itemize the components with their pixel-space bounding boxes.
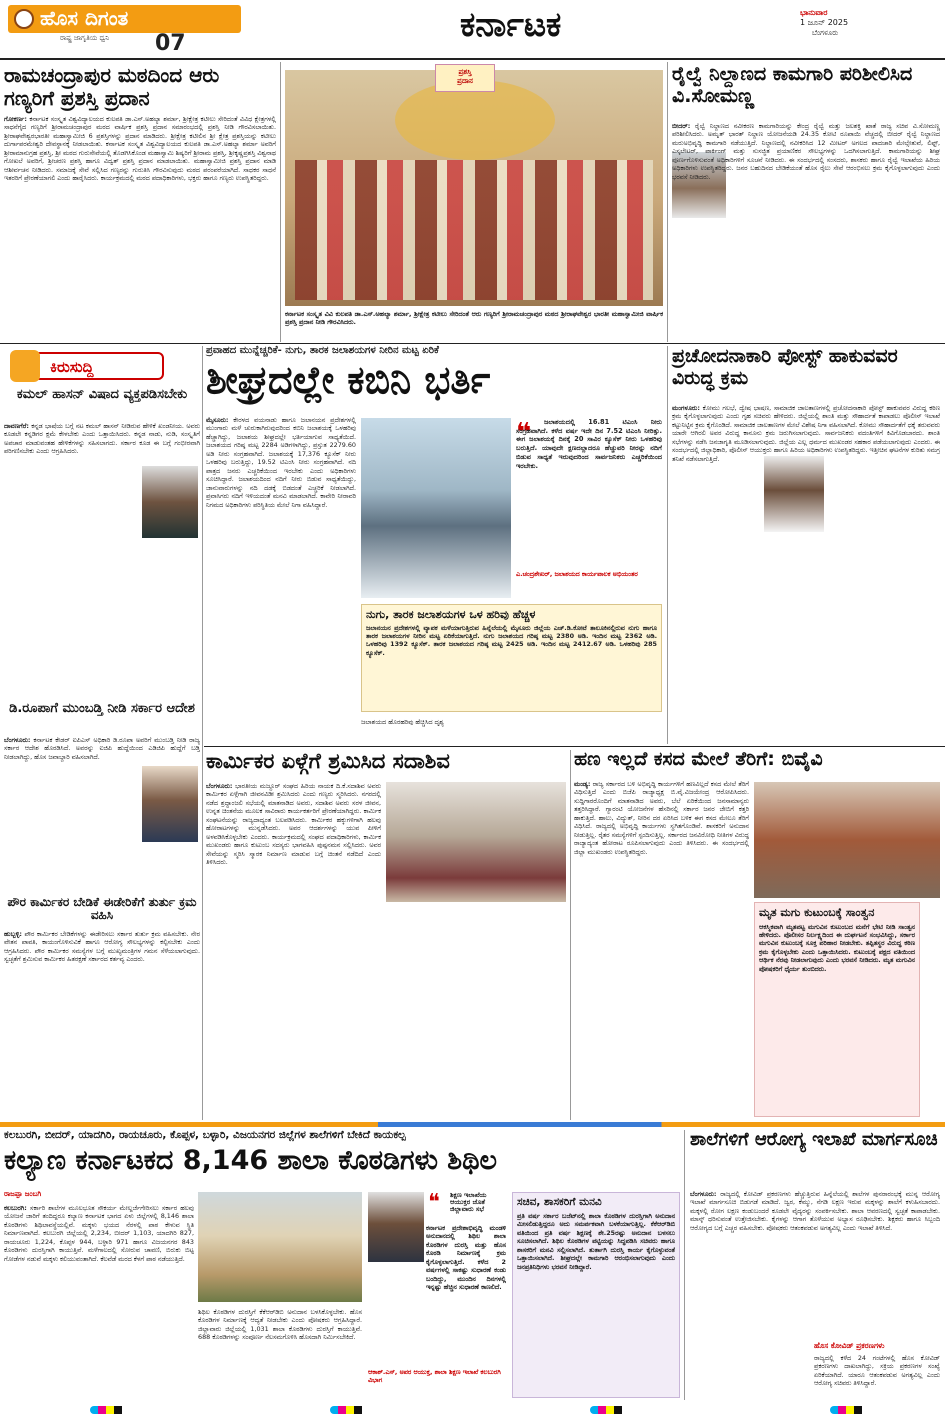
quote-box — [516, 418, 662, 598]
box-body: ಜಲಾನಯನ ಪ್ರದೇಶಗಳಲ್ಲಿ ವ್ಯಾಪಕ ಮಳೆಯಾಗುತ್ತಿರುವ ಹಿನ್ನೆಲೆಯಲ್ಲಿ ಮೈಸೂರು ಜಿಲ್ಲೆಯ ಎಚ್.ಡಿ.ಕೋಟೆ ತಾಲೂಕಿನಲ್ಲಿರುವ ನುಗು ಹಾಗೂ ತಾರಕ ಜಲಾಶಯಗಳ ನೀರಿನ ಮಟ್ಟ ಏರಿಕೆಯಾಗುತ್ತಿದೆ. ನುಗು ಜಲಾಶಯದ ಗರಿಷ್ಠ ಮಟ್ಟ 2380 ಅಡಿ. ಇಂದಿನ ಮಟ್ಟ 2362 ಅಡಿ. ಒಳಹರಿವು 1392 ಕ್ಯೂಸೆಕ್. ತಾರಕ ಜಲಾಶಯದ ಗರಿಷ್ಠ ಮಟ್ಟ 2425 ಅಡಿ. ಇಂದಿನ ಮಟ್ಟ 2412.67 ಅಡಿ. ಒಳಹರಿವು 285 ಕ್ಯೂಸೆಕ್. — [366, 623, 657, 657]
award-badge: ಪ್ರಶಸ್ತಿ ಪ್ರದಾನ — [435, 64, 495, 92]
story-provocative-post — [672, 346, 940, 744]
article-body: ಕಲಬುರಗಿ: ಸರ್ಕಾರಿ ಶಾಲೆಗಳ ಮೂಲಭೂತ ಸೌಕರ್ಯ ಮೇಲ್ದರ್ಜೆಗೇರಿಸಲು ಸರ್ಕಾರ ಹಲವು ಯೋಜನೆ ಜಾರಿಗೆ ತಂದಿದ್ದರೂ ಕಲ್ಯಾಣ ಕರ್ನಾಟಕ ಭಾಗದ ಏಳು ಜಿಲ್ಲೆಗಳಲ್ಲಿ 8,146 ಶಾಲಾ ಕೊಠಡಿಗಳು ಶಿಥಿಲಾವಸ್ಥೆಯಲ್ಲಿವೆ. ಮಕ್ಕಳು ಭಯದ ನೆರಳಲ್ಲಿ ಪಾಠ ಕೇಳುವ ಸ್ಥಿತಿ ನಿರ್ಮಾಣವಾಗಿದೆ. ಕಲಬುರಗಿ ಜಿಲ್ಲೆಯಲ್ಲಿ 2,234, ಬೀದರ್ 1,103, ಯಾದಗಿರಿ 827, ರಾಯಚೂರು 1,224, ಕೊಪ್ಪಳ 944, ಬಳ್ಳಾರಿ 971 ಹಾಗೂ ವಿಜಯನಗರ 843 ಕೊಠಡಿಗಳು ದುರಸ್ತಿಗಾಗಿ ಕಾಯುತ್ತಿವೆ. ಮಳೆಗಾಲದಲ್ಲಿ ಸೋರುವ ಚಾವಣಿ, ಬಿರುಕು ಬಿಟ್ಟ ಗೋಡೆಗಳ ನಡುವೆ ಮಕ್ಕಳು ಕಲಿಯುವಂತಾಗಿದೆ. ಕೆಲವೆಡೆ ಮರದ ಕೆಳಗೆ ಪಾಠ ನಡೆಯುತ್ತಿದೆ. — [4, 1204, 194, 1263]
people-row — [295, 160, 653, 300]
story-mutt-awards — [4, 64, 276, 336]
edition-date — [800, 8, 940, 38]
story-garbage-tax — [574, 750, 940, 1120]
headline: ರಾಮಚಂದ್ರಾಪುರ ಮಠದಿಂದ ಆರು ಗಣ್ಯರಿಗೆ ಪ್ರಶಸ್ತಿ ಪ್ರದಾನ — [4, 63, 220, 110]
story-sadashiva — [206, 750, 566, 1120]
article-body: ಬೆಂಗಳೂರು: ರಾಜ್ಯದಲ್ಲಿ ಕೋವಿಡ್ ಪ್ರಕರಣಗಳು ಹೆಚ್ಚುತ್ತಿರುವ ಹಿನ್ನೆಲೆಯಲ್ಲಿ ಶಾಲೆಗಳ ಪುನರಾರಂಭಕ್ಕೆ ಮುನ್ನ ಆರೋಗ್ಯ ಇಲಾಖೆ ಮಾರ್ಗಸೂಚಿ ಬಿಡುಗಡೆ ಮಾಡಿದೆ. ಜ್ವರ, ಕೆಮ್ಮು, ನೆಗಡಿ ಲಕ್ಷಣ ಇರುವ ಮಕ್ಕಳನ್ನು ಶಾಲೆಗೆ ಕಳುಹಿಸಬಾರದು. ಮಕ್ಕಳಲ್ಲಿ ರೋಗ ಲಕ್ಷಣ ಕಂಡುಬಂದರೆ ಕೂಡಲೇ ವೈದ್ಯರನ್ನು ಸಂಪರ್ಕಿಸಬೇಕು. ಶಾಲಾ ಆವರಣದಲ್ಲಿ ಸ್ವಚ್ಛತೆ ಕಾಪಾಡಬೇಕು. ಮಾಸ್ಕ್ ಧರಿಸುವಂತೆ ಉತ್ತೇಜಿಸಬೇಕು. ಕೈಗಳನ್ನು ಆಗಾಗ ತೊಳೆಯುವ ಅಭ್ಯಾಸ ರೂಢಿಸಬೇಕು. ಶಿಕ್ಷಕರು ಹಾಗೂ ಸಿಬ್ಬಂದಿ ಆರೋಗ್ಯದ ಬಗ್ಗೆ ಎಚ್ಚರ ವಹಿಸಬೇಕು. ಪೋಷಕರು ಆತಂಕಪಡುವ ಅಗತ್ಯವಿಲ್ಲ ಎಂದು ಇಲಾಖೆ ತಿಳಿಸಿದೆ. — [690, 1190, 940, 1232]
item1-headline: ಕಮಲ್ ಹಾಸನ್ ವಿಷಾದ ವ್ಯಕ್ತಪಡಿಸಬೇಕು — [16, 387, 188, 402]
article-body-2: ಶಿಥಿಲ ಕೊಠಡಿಗಳ ದುರಸ್ತಿಗೆ ಕೆಕೆಆರ್‌ಡಿಬಿ ಅನುದಾನ ಬಳಸಿಕೊಳ್ಳಬೇಕು. ಹೊಸ ಕೊಠಡಿಗಳ ನಿರ್ಮಾಣಕ್ಕೆ ಆದ್ಯತೆ ನೀಡಬೇಕು ಎಂದು ಪೋಷಕರು ಆಗ್ರಹಿಸಿದ್ದಾರೆ. ಜಿಲ್ಲಾವಾರು ಜಿಲ್ಲೆಯಲ್ಲಿ 1,031 ಶಾಲಾ ಕೊಠಡಿಗಳು ದುರಸ್ತಿಗೆ ಕಾಯುತ್ತಿವೆ. 688 ಕೊಠಡಿಗಳನ್ನು ಸಂಪೂರ್ಣ ನೆಲಸಮಗೊಳಿಸಿ ಹೊಸದಾಗಿ ನಿರ್ಮಿಸಬೇಕಿದೆ. — [198, 1308, 362, 1342]
kirusuddi-column — [4, 346, 200, 1120]
section-title: ಕರ್ನಾಟಕ — [460, 5, 562, 45]
quote-text: ಜಲಾಶಯದಲ್ಲಿ 16.81 ಟಿಎಂಸಿ ನೀರು ಸಂಗ್ರಹವಾಗಿದೆ. ಕಳೆದ ವರ್ಷ ಇದೇ ದಿನ 7.52 ಟಿಎಂಸಿ ನೀರಿತ್ತು. ಈಗ ಜಲಾಶಯಕ್ಕೆ ದಿನಕ್ಕೆ 20 ಸಾವಿರ ಕ್ಯೂಸೆಕ್ ನೀರು ಒಳಹರಿವು ಬರುತ್ತಿದೆ. ಯಾವುದೇ ಕ್ಷಣದಲ್ಲಾದರೂ ಹೆಚ್ಚುವರಿ ನೀರನ್ನು ನದಿಗೆ ಬಿಡುವ ಸಾಧ್ಯತೆ ಇರುವುದರಿಂದ ಸಾರ್ವಜನಿಕರು ಎಚ್ಚರಿಕೆಯಿಂದ ಇರಬೇಕು. — [516, 418, 662, 470]
appeal-box — [512, 1192, 680, 1398]
event-photo — [754, 782, 940, 898]
day-label: ಭಾನುವಾರ — [800, 8, 828, 17]
city-label: ಬೆಂಗಳೂರು — [812, 28, 839, 37]
kicker: ಪ್ರವಾಹದ ಮುನ್ನೆಚ್ಚರಿಕೆ- ನುಗು, ತಾರಕ ಜಲಾಶಯಗಳ ನೀರಿನ ಮಟ್ಟ ಏರಿಕೆ — [206, 345, 439, 356]
award-photo — [285, 70, 663, 306]
article-body: ಬೆಂಗಳೂರು: ಭಾರತೀಯ ಮಜ್ದೂರ್ ಸಂಘದ ಹಿರಿಯ ನಾಯಕ ದಿ.ಕೆ.ಸದಾಶಿವ ಅವರು ಕಾರ್ಮಿಕರ ಏಳ್ಗೆಗಾಗಿ ಜೀವನವಿಡೀ ಶ್ರಮಿಸಿದರು ಎಂದು ಗಣ್ಯರು ಸ್ಮರಿಸಿದರು. ನಗರದಲ್ಲಿ ನಡೆದ ಶ್ರದ್ಧಾಂಜಲಿ ಸಭೆಯಲ್ಲಿ ಮಾತನಾಡಿದ ಅವರು, ಸದಾಶಿವ ಅವರು ಸರಳ ಜೀವನ, ಉನ್ನತ ಚಿಂತನೆಯ ಮೂಲಕ ಸಾವಿರಾರು ಕಾರ್ಯಕರ್ತರಿಗೆ ಪ್ರೇರಣೆಯಾಗಿದ್ದರು. ಕಾರ್ಮಿಕ ಸಂಘಟನೆಯನ್ನು ರಾಜ್ಯದಾದ್ಯಂತ ಬಲಪಡಿಸಿದರು. ಕಾರ್ಮಿಕರ ಹಕ್ಕುಗಳಿಗಾಗಿ ಹಲವು ಹೋರಾಟಗಳನ್ನು ಮುನ್ನಡೆಸಿದರು. ಅವರ ಆದರ್ಶಗಳನ್ನು ಯುವ ಪೀಳಿಗೆ ಅಳವಡಿಸಿಕೊಳ್ಳಬೇಕು ಎಂದರು. ಕಾರ್ಯಕ್ರಮದಲ್ಲಿ ಸಂಘದ ಪದಾಧಿಕಾರಿಗಳು, ಕಾರ್ಮಿಕ ಮುಖಂಡರು ಹಾಗೂ ಕುಟುಂಬ ಸದಸ್ಯರು ಭಾಗವಹಿಸಿ ಪುಷ್ಪನಮನ ಸಲ್ಲಿಸಿದರು. ಅವರ ಸೇವೆಯನ್ನು ಸ್ಮರಿಸಿ ಸ್ಮಾರಕ ನಿರ್ಮಾಣ ಮಾಡುವ ಬಗ್ಗೆ ಚಿಂತನೆ ನಡೆದಿದೆ ಎಂದು ತಿಳಿಸಿದರು. — [206, 782, 381, 867]
kirusuddi-banner — [34, 352, 164, 380]
story-health-guidelines — [690, 1130, 940, 1400]
subheading: ಹೊಸ ಕೋವಿಡ್ ಪ್ರಕರಣಗಳು — [814, 1341, 885, 1350]
item2-headline: ಡಿ.ರೂಪಾಗೆ ಮುಂಬಡ್ತಿ ನೀಡಿ ಸರ್ಕಾರ ಆದೇಶ — [9, 701, 195, 716]
official-photo — [368, 1192, 424, 1262]
box-title: ಮೃತ ಮಗು ಕುಟುಂಬಕ್ಕೆ ಸಾಂತ್ವನ — [759, 906, 875, 919]
registration-marks — [0, 1404, 945, 1416]
school-building-photo — [198, 1192, 362, 1302]
tagline: ರಾಷ್ಟ್ರ ಜಾಗೃತಿಯ ಧ್ವನಿ — [60, 34, 110, 42]
article-body: ಮೈಸೂರು: ಕೇರಳದ ವಯನಾಡು ಹಾಗೂ ಜಲಾನಯನ ಪ್ರದೇಶಗಳಲ್ಲಿ ಮುಂಗಾರು ಮಳೆ ಚುರುಕಾಗಿರುವುದರಿಂದ ಕಬಿನಿ ಜಲಾಶಯಕ್ಕೆ ಒಳಹರಿವು ಹೆಚ್ಚಾಗಿದ್ದು, ಜಲಾಶಯ ಶೀಘ್ರದಲ್ಲೇ ಭರ್ತಿಯಾಗುವ ಸಾಧ್ಯತೆಯಿದೆ. ಜಲಾಶಯದ ಗರಿಷ್ಠ ಮಟ್ಟ 2284 ಅಡಿಗಳಾಗಿದ್ದು, ಪ್ರಸ್ತುತ 2279.60 ಅಡಿ ನೀರು ಸಂಗ್ರಹವಾಗಿದೆ. ಜಲಾಶಯಕ್ಕೆ 17,376 ಕ್ಯೂಸೆಕ್ ನೀರು ಒಳಹರಿವು ಬರುತ್ತಿದ್ದು, 19.52 ಟಿಎಂಸಿ ನೀರು ಸಂಗ್ರಹವಾಗಿದೆ. ನದಿ ಪಾತ್ರದ ಜನರು ಎಚ್ಚರಿಕೆಯಿಂದ ಇರಬೇಕು ಎಂದು ಅಧಿಕಾರಿಗಳು ಸೂಚಿಸಿದ್ದಾರೆ. ಜಲಾಶಯದಿಂದ ನದಿಗೆ ನೀರು ಬಿಡುವ ಸಾಧ್ಯತೆಯಿದ್ದು, ಜಾನುವಾರುಗಳನ್ನು ನದಿ ದಡಕ್ಕೆ ಬಿಡದಂತೆ ಎಚ್ಚರಿಕೆ ನೀಡಲಾಗಿದೆ. ಪ್ರವಾಸಿಗರು ನದಿಗೆ ಇಳಿಯದಂತೆ ಮನವಿ ಮಾಡಲಾಗಿದೆ. ಕಾವೇರಿ ನೀರಾವರಿ ನಿಗಮದ ಅಧಿಕಾರಿಗಳು ಪರಿಸ್ಥಿತಿಯ ಮೇಲೆ ನಿಗಾ ವಹಿಸಿದ್ದಾರೆ. — [206, 416, 356, 509]
page-number: 07 — [155, 31, 186, 56]
dam-photo-caption: ಜಲಾಶಯದ ಹೊರಹರಿವು ಹೆಚ್ಚಿಸಿದ ದೃಶ್ಯ — [361, 718, 444, 726]
logo-banner — [8, 5, 241, 33]
story-kabini — [206, 346, 662, 744]
date-label: 1 ಜೂನ್ 2025 — [800, 18, 849, 28]
quote-icon: ❝ — [428, 1190, 440, 1215]
article-body: ಮಂಗಳೂರು: ಕೋಮು ಗಲಭೆ, ದ್ವೇಷ ಭಾಷಣ, ಸಾಮಾಜಿಕ ಜಾಲತಾಣಗಳಲ್ಲಿ ಪ್ರಚೋದನಾಕಾರಿ ಪೋಸ್ಟ್ ಹಾಕುವವರ ವಿರುದ್ಧ ಕಠಿಣ ಕ್ರಮ ಕೈಗೊಳ್ಳಲಾಗುವುದು ಎಂದು ಗೃಹ ಸಚಿವರು ಹೇಳಿದರು. ಜಿಲ್ಲೆಯಲ್ಲಿ ಶಾಂತಿ ಮತ್ತು ಸೌಹಾರ್ದತೆ ಕಾಪಾಡಲು ಪೊಲೀಸ್ ಇಲಾಖೆ ಕಟ್ಟುನಿಟ್ಟಿನ ಕ್ರಮ ಕೈಗೊಂಡಿದೆ. ಸಾಮಾಜಿಕ ಜಾಲತಾಣಗಳ ಮೇಲೆ ವಿಶೇಷ ನಿಗಾ ವಹಿಸಲಾಗಿದೆ. ಕೋಮು ಸೌಹಾರ್ದತೆಗೆ ಧಕ್ಕೆ ತರುವವರು ಯಾರೇ ಆಗಿರಲಿ ಅವರ ವಿರುದ್ಧ ಕಾನೂನು ಕ್ರಮ ಜರುಗಿಸಲಾಗುವುದು. ಸಾರ್ವಜನಿಕರು ವದಂತಿಗಳಿಗೆ ಕಿವಿಗೊಡಬಾರದು. ಶಾಂತಿ ಸಭೆಗಳನ್ನು ನಡೆಸಿ ಜನಜಾಗೃತಿ ಮೂಡಿಸಲಾಗುವುದು. ಜಿಲ್ಲೆಯ ಎಲ್ಲ ಧರ್ಮದ ಮುಖಂಡರ ಸಹಕಾರ ಪಡೆಯಲಾಗುವುದು ಎಂದರು. ಈ ಸಂದರ್ಭದಲ್ಲಿ ಜಿಲ್ಲಾಧಿಕಾರಿ, ಪೊಲೀಸ್ ಆಯುಕ್ತರು ಹಾಗೂ ಹಿರಿಯ ಅಧಿಕಾರಿಗಳು ಉಪಸ್ಥಿತರಿದ್ದರು. ಇತ್ತೀಚಿನ ಘಟನೆಗಳ ಕುರಿತು ಸಮಗ್ರ ತನಿಖೆ ನಡೆಸಲಾಗುತ್ತಿದೆ. — [672, 404, 940, 463]
headline: ಕಾರ್ಮಿಕರ ಏಳ್ಗೆಗೆ ಶ್ರಮಿಸಿದ ಸದಾಶಿವ — [206, 749, 450, 773]
headline: ರೈಲ್ವೆ ನಿಲ್ದಾಣದ ಕಾಮಗಾರಿ ಪರಿಶೀಲಿಸಿದ ವಿ.ಸೋಮಣ್ಣ — [672, 63, 913, 107]
box-body: ಆಕಸ್ಮಿಕವಾಗಿ ಮೃತಪಟ್ಟ ಮಗುವಿನ ಕುಟುಂಬದ ಮನೆಗೆ ಭೇಟಿ ನೀಡಿ ಸಾಂತ್ವನ ಹೇಳಿದರು. ಪೊಲೀಸರ ನಿರ್ಲಕ್ಷ್ಯದಿಂದ ಈ ದುರ್ಘಟನೆ ಸಂಭವಿಸಿದ್ದು, ಸರ್ಕಾರ ಮಗುವಿನ ಕುಟುಂಬಕ್ಕೆ ಸೂಕ್ತ ಪರಿಹಾರ ನೀಡಬೇಕು. ತಪ್ಪಿತಸ್ಥರ ವಿರುದ್ಧ ಕಠಿಣ ಕ್ರಮ ಕೈಗೊಳ್ಳಬೇಕು ಎಂದು ಒತ್ತಾಯಿಸಿದರು. ಕುಟುಂಬಕ್ಕೆ ಪಕ್ಷದ ವತಿಯಿಂದ ಆರ್ಥಿಕ ನೆರವು ನೀಡಲಾಗುವುದು ಎಂದು ಭರವಸೆ ನೀಡಿದರು. ಮೃತ ಮಗುವಿನ ಪೋಷಕರಿಗೆ ಧೈರ್ಯ ತುಂಬಿದರು. — [759, 922, 915, 973]
byline: ರಾಜಪ್ಪಾ ಜಂಬಗಿ — [4, 1190, 42, 1198]
story-railway — [672, 64, 940, 340]
hand-icon — [10, 350, 40, 382]
item3-body: ಹುಬ್ಬಳ್ಳಿ: ಪೌರ ಕಾರ್ಮಿಕರ ಬೇಡಿಕೆಗಳನ್ನು ಈಡೇರಿಸಲು ಸರ್ಕಾರ ತುರ್ತು ಕ್ರಮ ವಹಿಸಬೇಕು. ನೇರ ವೇತನ ಪಾವತಿ, ಕಾಯಂಗೊಳಿಸುವಿಕೆ ಹಾಗೂ ಆರೋಗ್ಯ ಸೌಲಭ್ಯಗಳನ್ನು ಕಲ್ಪಿಸಬೇಕು ಎಂದು ಆಗ್ರಹಿಸಿದರು. ಪೌರ ಕಾರ್ಮಿಕರ ಸಮಸ್ಯೆಗಳ ಬಗ್ಗೆ ಮುಖ್ಯಮಂತ್ರಿಗಳ ಗಮನ ಸೆಳೆಯಲಾಗುವುದು. ಸ್ವಚ್ಛತೆಗೆ ಶ್ರಮಿಸುವ ಕಾರ್ಮಿಕರ ಹಿತರಕ್ಷಣೆ ಸರ್ಕಾರದ ಕರ್ತವ್ಯ ಎಂದರು. — [4, 930, 200, 964]
quote-head: ಶಿಕ್ಷಣ ಇಲಾಖೆಯ ಆಯುಕ್ತರ ಜೊತೆ ಜಿಲ್ಲಾವಾರು ಸಭೆ — [450, 1191, 487, 1213]
article-body: ಮಂಡ್ಯ: ರಾಜ್ಯ ಸರ್ಕಾರದ ಬಳಿ ಅಭಿವೃದ್ಧಿ ಕಾರ್ಯಗಳಿಗೆ ಹಣವಿಲ್ಲದೆ ಕಸದ ಮೇಲೆ ತೆರಿಗೆ ವಿಧಿಸುತ್ತಿದೆ ಎಂದು ಬಿಜೆಪಿ ರಾಜ್ಯಾಧ್ಯಕ್ಷ ಬಿ.ವೈ.ವಿಜಯೇಂದ್ರ ಆರೋಪಿಸಿದರು. ಸುದ್ದಿಗಾರರೊಂದಿಗೆ ಮಾತನಾಡಿದ ಅವರು, ಬೆಲೆ ಏರಿಕೆಯಿಂದ ಜನಸಾಮಾನ್ಯರು ತತ್ತರಿಸಿದ್ದಾರೆ. ಗ್ಯಾರಂಟಿ ಯೋಜನೆಗಳ ಹೆಸರಿನಲ್ಲಿ ಸರ್ಕಾರ ಜನರ ಜೇಬಿಗೆ ಕತ್ತರಿ ಹಾಕುತ್ತಿದೆ. ಹಾಲು, ವಿದ್ಯುತ್, ನೀರಿನ ದರ ಏರಿಸಿದ ಬಳಿಕ ಈಗ ಕಸದ ಮೇಲೂ ತೆರಿಗೆ ವಿಧಿಸಿದೆ. ರಾಜ್ಯದಲ್ಲಿ ಅಭಿವೃದ್ಧಿ ಕಾರ್ಯಗಳು ಸ್ಥಗಿತಗೊಂಡಿವೆ. ಶಾಸಕರಿಗೆ ಅನುದಾನ ನೀಡುತ್ತಿಲ್ಲ. ರೈತರ ಸಮಸ್ಯೆಗಳಿಗೆ ಸ್ಪಂದಿಸುತ್ತಿಲ್ಲ. ಸರ್ಕಾರದ ಜನವಿರೋಧಿ ನೀತಿಗಳ ವಿರುದ್ಧ ರಾಜ್ಯಾದ್ಯಂತ ಹೋರಾಟ ರೂಪಿಸಲಾಗುವುದು ಎಂದು ತಿಳಿಸಿದರು. ಈ ಸಂದರ್ಭದಲ್ಲಿ ಜಿಲ್ಲಾ ಮುಖಂಡರು ಉಪಸ್ಥಿತರಿದ್ದರು. — [574, 780, 749, 856]
condolence-box — [754, 902, 920, 1117]
story-school-rooms — [4, 1130, 680, 1400]
tribute-photo — [386, 782, 566, 902]
headline: ಶಾಲೆಗಳಿಗೆ ಆರೋಗ್ಯ ಇಲಾಖೆ ಮಾರ್ಗಸೂಚಿ — [690, 1129, 938, 1150]
photo-caption: ಕರ್ನಾಟಕ ಸಂಸ್ಕೃತ ವಿವಿ ಕುಲಪತಿ ಡಾ.ಎಸ್.ಅಹಲ್ಯಾ ಶರ್ಮಾ, ಶ್ರೀಕ್ಷೇತ್ರ ಕಟೀಲು ಸೇರಿದಂತೆ ಆರು ಗಣ್ಯರಿಗೆ ಶ್ರೀರಾಮಚಂದ್ರಾಪುರ ಮಠದ ಶ್ರೀರಾಘವೇಶ್ವರ ಭಾರತೀ ಮಹಾಸ್ವಾಮೀಜಿ ವಾರ್ಷಿಕ ಪ್ರಶಸ್ತಿ ಪ್ರದಾನ ನೀಡಿ ಗೌರವಿಸಿದರು. — [285, 310, 663, 327]
article-body: ಬೀದರ್: ರೈಲ್ವೆ ನಿಲ್ದಾಣದ ನವೀಕರಣ ಕಾಮಗಾರಿಯನ್ನು ಕೇಂದ್ರ ರೈಲ್ವೆ ಮತ್ತು ಜಲಶಕ್ತಿ ಖಾತೆ ರಾಜ್ಯ ಸಚಿವ ವಿ.ಸೋಮಣ್ಣ ಪರಿಶೀಲಿಸಿದರು. ಅಮೃತ್ ಭಾರತ್ ನಿಲ್ದಾಣ ಯೋಜನೆಯಡಿ 24.35 ಕೋಟಿ ರೂಪಾಯಿ ವೆಚ್ಚದಲ್ಲಿ ಬೀದರ್ ರೈಲ್ವೆ ನಿಲ್ದಾಣದ ಮರುಅಭಿವೃದ್ಧಿ ಕಾಮಗಾರಿ ನಡೆಯುತ್ತಿದೆ. ನಿಲ್ದಾಣದಲ್ಲಿ ನವೀಕರಿಸಿದ 12 ಮೀಟರ್ ಅಗಲದ ಪಾದಚಾರಿ ಮೇಲ್ಸೇತುವೆ, ಲಿಫ್ಟ್, ಎಸ್ಕಲೇಟರ್, ಪಾರ್ಕಿಂಗ್ ಮತ್ತು ಸುಸಜ್ಜಿತ ಪ್ರಯಾಣಿಕರ ಸೌಲಭ್ಯಗಳನ್ನು ಒದಗಿಸಲಾಗುತ್ತಿದೆ. ಕಾಮಗಾರಿಯನ್ನು ಶೀಘ್ರ ಪೂರ್ಣಗೊಳಿಸುವಂತೆ ಅಧಿಕಾರಿಗಳಿಗೆ ಸೂಚನೆ ನೀಡಿದರು. ಈ ಸಂದರ್ಭದಲ್ಲಿ ಸಂಸದರು, ಶಾಸಕರು ಹಾಗೂ ರೈಲ್ವೆ ಇಲಾಖೆಯ ಹಿರಿಯ ಅಧಿಕಾರಿಗಳು ಉಪಸ್ಥಿತರಿದ್ದರು. ಜನರ ಬಹುದಿನದ ಬೇಡಿಕೆಯಂತೆ ಹೊಸ ರೈಲು ಸೇವೆ ಆರಂಭಿಸಲು ಕ್ರಮ ಕೈಗೊಳ್ಳಲಾಗುವುದು ಎಂದು ಭರವಸೆ ನೀಡಿದರು. — [672, 122, 940, 181]
official-quote — [368, 1192, 506, 1398]
lotus-icon — [14, 9, 34, 29]
article-body: ಗೋಕರ್ಣ: ಕರ್ನಾಟಕ ಸಂಸ್ಕೃತ ವಿಶ್ವವಿದ್ಯಾಲಯದ ಕುಲಪತಿ ಡಾ.ಎಸ್.ಅಹಲ್ಯಾ ಶರ್ಮಾ, ಶ್ರೀಕ್ಷೇತ್ರ ಕಟೀಲು ಸೇರಿದಂತೆ ವಿವಿಧ ಕ್ಷೇತ್ರಗಳಲ್ಲಿ ಸಾಧನೆಗೈದ ಗಣ್ಯರಿಗೆ ಶ್ರೀರಾಮಚಂದ್ರಾಪುರ ಮಠದ ವಾರ್ಷಿಕ ಪ್ರಶಸ್ತಿ ಪ್ರದಾನ ಸಮಾರಂಭದಲ್ಲಿ ಪ್ರಶಸ್ತಿ ನೀಡಿ ಗೌರವಿಸಲಾಯಿತು. ಶ್ರೀರಾಘವೇಶ್ವರಭಾರತೀ ಮಹಾಸ್ವಾಮೀಜಿ 6 ಪ್ರಶಸ್ತಿಗಳನ್ನು ಪ್ರದಾನ ಮಾಡಿದರು. ಶ್ರೀಕ್ಷೇತ್ರ ಕಟೀಲಿನ ಶ್ರೀ ಕ್ಷೇತ್ರ ಪ್ರಶಸ್ತಿಯನ್ನು ಕಟೀಲು ದುರ್ಗಾಪರಮೇಶ್ವರಿ ದೇವಸ್ಥಾನಕ್ಕೆ ನೀಡಲಾಯಿತು. ಕರ್ನಾಟಕ ಸಂಸ್ಕೃತ ವಿಶ್ವವಿದ್ಯಾಲಯದ ಕುಲಪತಿ ಡಾ.ಎಸ್.ಅಹಲ್ಯಾ ಶರ್ಮಾ ಅವರಿಗೆ ಶ್ರೀರಾಮಾನುಗ್ರಹ ಪ್ರಶಸ್ತಿ, ಶ್ರೀ ಮಠದ ಗುರುಸೇವೆಯಲ್ಲಿ ತೊಡಗಿಸಿಕೊಂಡ ಮಹಾಸ್ವಾಮಿ ಶಿಷ್ಯರಿಗೆ ಶ್ರೀರಾಮ ಪ್ರಶಸ್ತಿ, ಶ್ರೀಕೃಷ್ಣಪ್ರಶಸ್ತಿ ವಿಶ್ವನಾಥ ಗೋಖಲೆ ಅವರಿಗೆ, ಶ್ರೀಚರಣ ಪ್ರಶಸ್ತಿ ಹಾಗೂ ವಿದ್ವತ್ ಪ್ರಶಸ್ತಿ ಪ್ರದಾನ ಮಾಡಲಾಯಿತು. ಮಹಾಸ್ವಾಮೀಜಿ ಪ್ರಶಸ್ತಿ ಪ್ರದಾನ ಮಾಡಿ ಆಶೀರ್ವಚನ ನೀಡಿದರು. ಸಮಾಜಕ್ಕೆ ಸೇವೆ ಸಲ್ಲಿಸಿದ ಗಣ್ಯರನ್ನು ಗುರುತಿಸಿ ಗೌರವಿಸುವುದು ಮಠದ ಪರಂಪರೆಯಾಗಿದೆ. ಸಾಧಕರ ಸಾಧನೆ ಇತರರಿಗೆ ಪ್ರೇರಣೆಯಾಗಲಿ ಎಂದು ಹಾರೈಸಿದರು. ಕಾರ್ಯಕ್ರಮದಲ್ಲಿ ಮಠದ ಪದಾಧಿಕಾರಿಗಳು, ಭಕ್ತರು ಹಾಗೂ ಗಣ್ಯರು ಉಪಸ್ಥಿತರಿದ್ದರು. — [4, 115, 276, 183]
masthead-rule — [0, 58, 945, 60]
item3-headline: ಪೌರ ಕಾರ್ಮಿಕರ ಬೇಡಿಕೆ ಈಡೇರಿಕೆಗೆ ತುರ್ತು ಕ್ರಮ ವಹಿಸಿ — [7, 895, 197, 922]
quote-text: ಕರ್ನಾಟಕ ಪ್ರದೇಶಾಭಿವೃದ್ಧಿ ಮಂಡಳಿ ಅನುದಾನದಲ್ಲಿ ಶಿಥಿಲ ಶಾಲಾ ಕೊಠಡಿಗಳ ದುರಸ್ತಿ ಮತ್ತು ಹೊಸ ಕೊಠಡಿ ನಿರ್ಮಾಣಕ್ಕೆ ಕ್ರಮ ಕೈಗೊಳ್ಳಲಾಗುತ್ತಿದೆ. ಕಳೆದ 2 ವರ್ಷಗಳಲ್ಲಿ ಸಾಕಷ್ಟು ಸುಧಾರಣೆ ಕಂಡು ಬಂದಿದ್ದು, ಮುಂದಿನ ದಿನಗಳಲ್ಲಿ ಇನ್ನಷ್ಟು ಹೆಚ್ಚಿನ ಸುಧಾರಣೆ ಕಾಣಲಿದೆ. — [426, 1224, 506, 1292]
quote-icon: ❝ — [516, 418, 532, 448]
item2-body: ಬೆಂಗಳೂರು: ಕರ್ನಾಟಕ ಕೇಡರ್ ಐಪಿಎಸ್ ಅಧಿಕಾರಿ ಡಿ.ರೂಪಾ ಅವರಿಗೆ ಮುಂಬಡ್ತಿ ನೀಡಿ ರಾಜ್ಯ ಸರ್ಕಾರ ಆದೇಶ ಹೊರಡಿಸಿದೆ. ಅವರನ್ನು ಐಜಿಪಿ ಹುದ್ದೆಯಿಂದ ಎಡಿಜಿಪಿ ಹುದ್ದೆಗೆ ಬಡ್ತಿ ನೀಡಲಾಗಿದ್ದು, ಹೊಸ ಜವಾಬ್ದಾರಿ ವಹಿಸಲಾಗಿದೆ. — [4, 736, 200, 761]
headline: ಪ್ರಚೋದನಾಕಾರಿ ಪೋಸ್ಟ್ ಹಾಕುವವರ ವಿರುದ್ಧ ಕ್ರಮ — [672, 345, 898, 389]
paper-name: ಹೊಸ ದಿಗಂತ — [40, 6, 129, 30]
headline: ಹಣ ಇಲ್ಲದೆ ಕಸದ ಮೇಲೆ ತೆರಿಗೆ: ಬಿವೈವಿ — [574, 748, 823, 770]
kirusuddi-label: ಕಿರುಸುದ್ದಿ — [50, 358, 94, 376]
quote-author: ಆಕಾಶ್.ಎಸ್, ಅಪರ ಆಯುಕ್ತ, ಶಾಲಾ ಶಿಕ್ಷಣ ಇಲಾಖೆ ಕಲಬುರಗಿ ವಿಭಾಗ — [368, 1368, 501, 1384]
sub-body: ರಾಜ್ಯದಲ್ಲಿ ಕಳೆದ 24 ಗಂಟೆಗಳಲ್ಲಿ ಹೊಸ ಕೋವಿಡ್ ಪ್ರಕರಣಗಳು ದಾಖಲಾಗಿದ್ದು, ಸಕ್ರಿಯ ಪ್ರಕರಣಗಳ ಸಂಖ್ಯೆ ಏರಿಕೆಯಾಗಿದೆ. ಯಾರೂ ಆತಂಕಪಡುವ ಅಗತ್ಯವಿಲ್ಲ ಎಂದು ಆರೋಗ್ಯ ಸಚಿವರು ತಿಳಿಸಿದ್ದಾರೆ. — [814, 1354, 940, 1388]
item1-body: ದಾವಣಗೆರೆ: ಕನ್ನಡ ಭಾಷೆಯ ಬಗ್ಗೆ ನಟ ಕಮಲ್ ಹಾಸನ್ ನೀಡಿರುವ ಹೇಳಿಕೆ ಖಂಡನೀಯ. ಅವರು ಕೂಡಲೇ ಕನ್ನಡಿಗರ ಕ್ಷಮೆ ಕೇಳಬೇಕು ಎಂದು ಒತ್ತಾಯಿಸಿದರು. ಕನ್ನಡ ನಾಡು, ನುಡಿ, ಸಂಸ್ಕೃತಿಗೆ ಅಪಚಾರ ಮಾಡುವಂತಹ ಹೇಳಿಕೆಗಳನ್ನು ಸಹಿಸಲಾಗದು. ಸರ್ಕಾರ ಕೂಡ ಈ ಬಗ್ಗೆ ಗಂಭೀರವಾಗಿ ಪರಿಗಣಿಸಬೇಕು ಎಂದು ಆಗ್ರಹಿಸಿದರು. — [4, 422, 200, 456]
colour-strip — [0, 1122, 945, 1127]
dam-photo — [361, 418, 511, 598]
headline: ಶೀಘ್ರದಲ್ಲೇ ಕಬಿನಿ ಭರ್ತಿ — [206, 357, 491, 402]
reservoir-box — [361, 604, 662, 712]
photo-feature — [285, 64, 663, 341]
quote-author: ಎ.ಚಂದ್ರಶೇಖರ್, ಜಲಾಶಯದ ಕಾರ್ಯಪಾಲಕ ಅಭಿಯಂತರ — [516, 570, 638, 578]
box-title: ನುಗು, ತಾರಕ ಜಲಾಶಯಗಳ ಒಳ ಹರಿವು ಹೆಚ್ಚಳ — [366, 608, 536, 621]
stage-backdrop — [395, 80, 555, 160]
box-title: ಸಚಿವ, ಶಾಸಕರಿಗೆ ಮನವಿ — [517, 1196, 602, 1208]
kicker: ಕಲಬುರಗಿ, ಬೀದರ್, ಯಾದಗಿರಿ, ರಾಯಚೂರು, ಕೊಪ್ಪಳ, ಬಳ್ಳಾರಿ, ವಿಜಯನಗರ ಜಿಲ್ಲೆಗಳ ಶಾಲೆಗಳಿಗೆ ಬೇಕಿದೆ ಕಾಯಕಲ್ಪ — [4, 1129, 406, 1141]
box-body: ಪ್ರತಿ ವರ್ಷ ಸರ್ಕಾರ ಬಜೆಟ್‌ನಲ್ಲಿ ಶಾಲಾ ಕೊಠಡಿಗಳ ದುರಸ್ತಿಗಾಗಿ ಅನುದಾನ ಮೀಸಲಿಡುತ್ತಿದ್ದರೂ ಅದು ಸಮರ್ಪಕವಾಗಿ ಬಳಕೆಯಾಗುತ್ತಿಲ್ಲ. ಕೆಕೆಆರ್‌ಡಿಬಿ ವತಿಯಿಂದ ಪ್ರತಿ ವರ್ಷ ಶಿಕ್ಷಣಕ್ಕೆ ಶೇ.25ರಷ್ಟು ಅನುದಾನ ಬಳಸಲು ಸೂಚಿಸಲಾಗಿದೆ. ಶಿಥಿಲ ಕೊಠಡಿಗಳ ಪಟ್ಟಿಯನ್ನು ಸಿದ್ಧಪಡಿಸಿ ಸಚಿವರು ಹಾಗೂ ಶಾಸಕರಿಗೆ ಮನವಿ ಸಲ್ಲಿಸಲಾಗಿದೆ. ತುರ್ತಾಗಿ ದುರಸ್ತಿ ಕಾರ್ಯ ಕೈಗೊಳ್ಳುವಂತೆ ಒತ್ತಾಯಿಸಲಾಗಿದೆ. ಶೀಘ್ರದಲ್ಲೇ ಕಾಮಗಾರಿ ಆರಂಭಿಸಲಾಗುವುದು ಎಂದು ಜನಪ್ರತಿನಿಧಿಗಳು ಭರವಸೆ ನೀಡಿದ್ದಾರೆ. — [517, 1212, 675, 1271]
masthead — [0, 0, 945, 60]
headline: ಕಲ್ಯಾಣ ಕರ್ನಾಟಕದ 8,146 ಶಾಲಾ ಕೊಠಡಿಗಳು ಶಿಥಿಲ — [4, 1145, 498, 1177]
